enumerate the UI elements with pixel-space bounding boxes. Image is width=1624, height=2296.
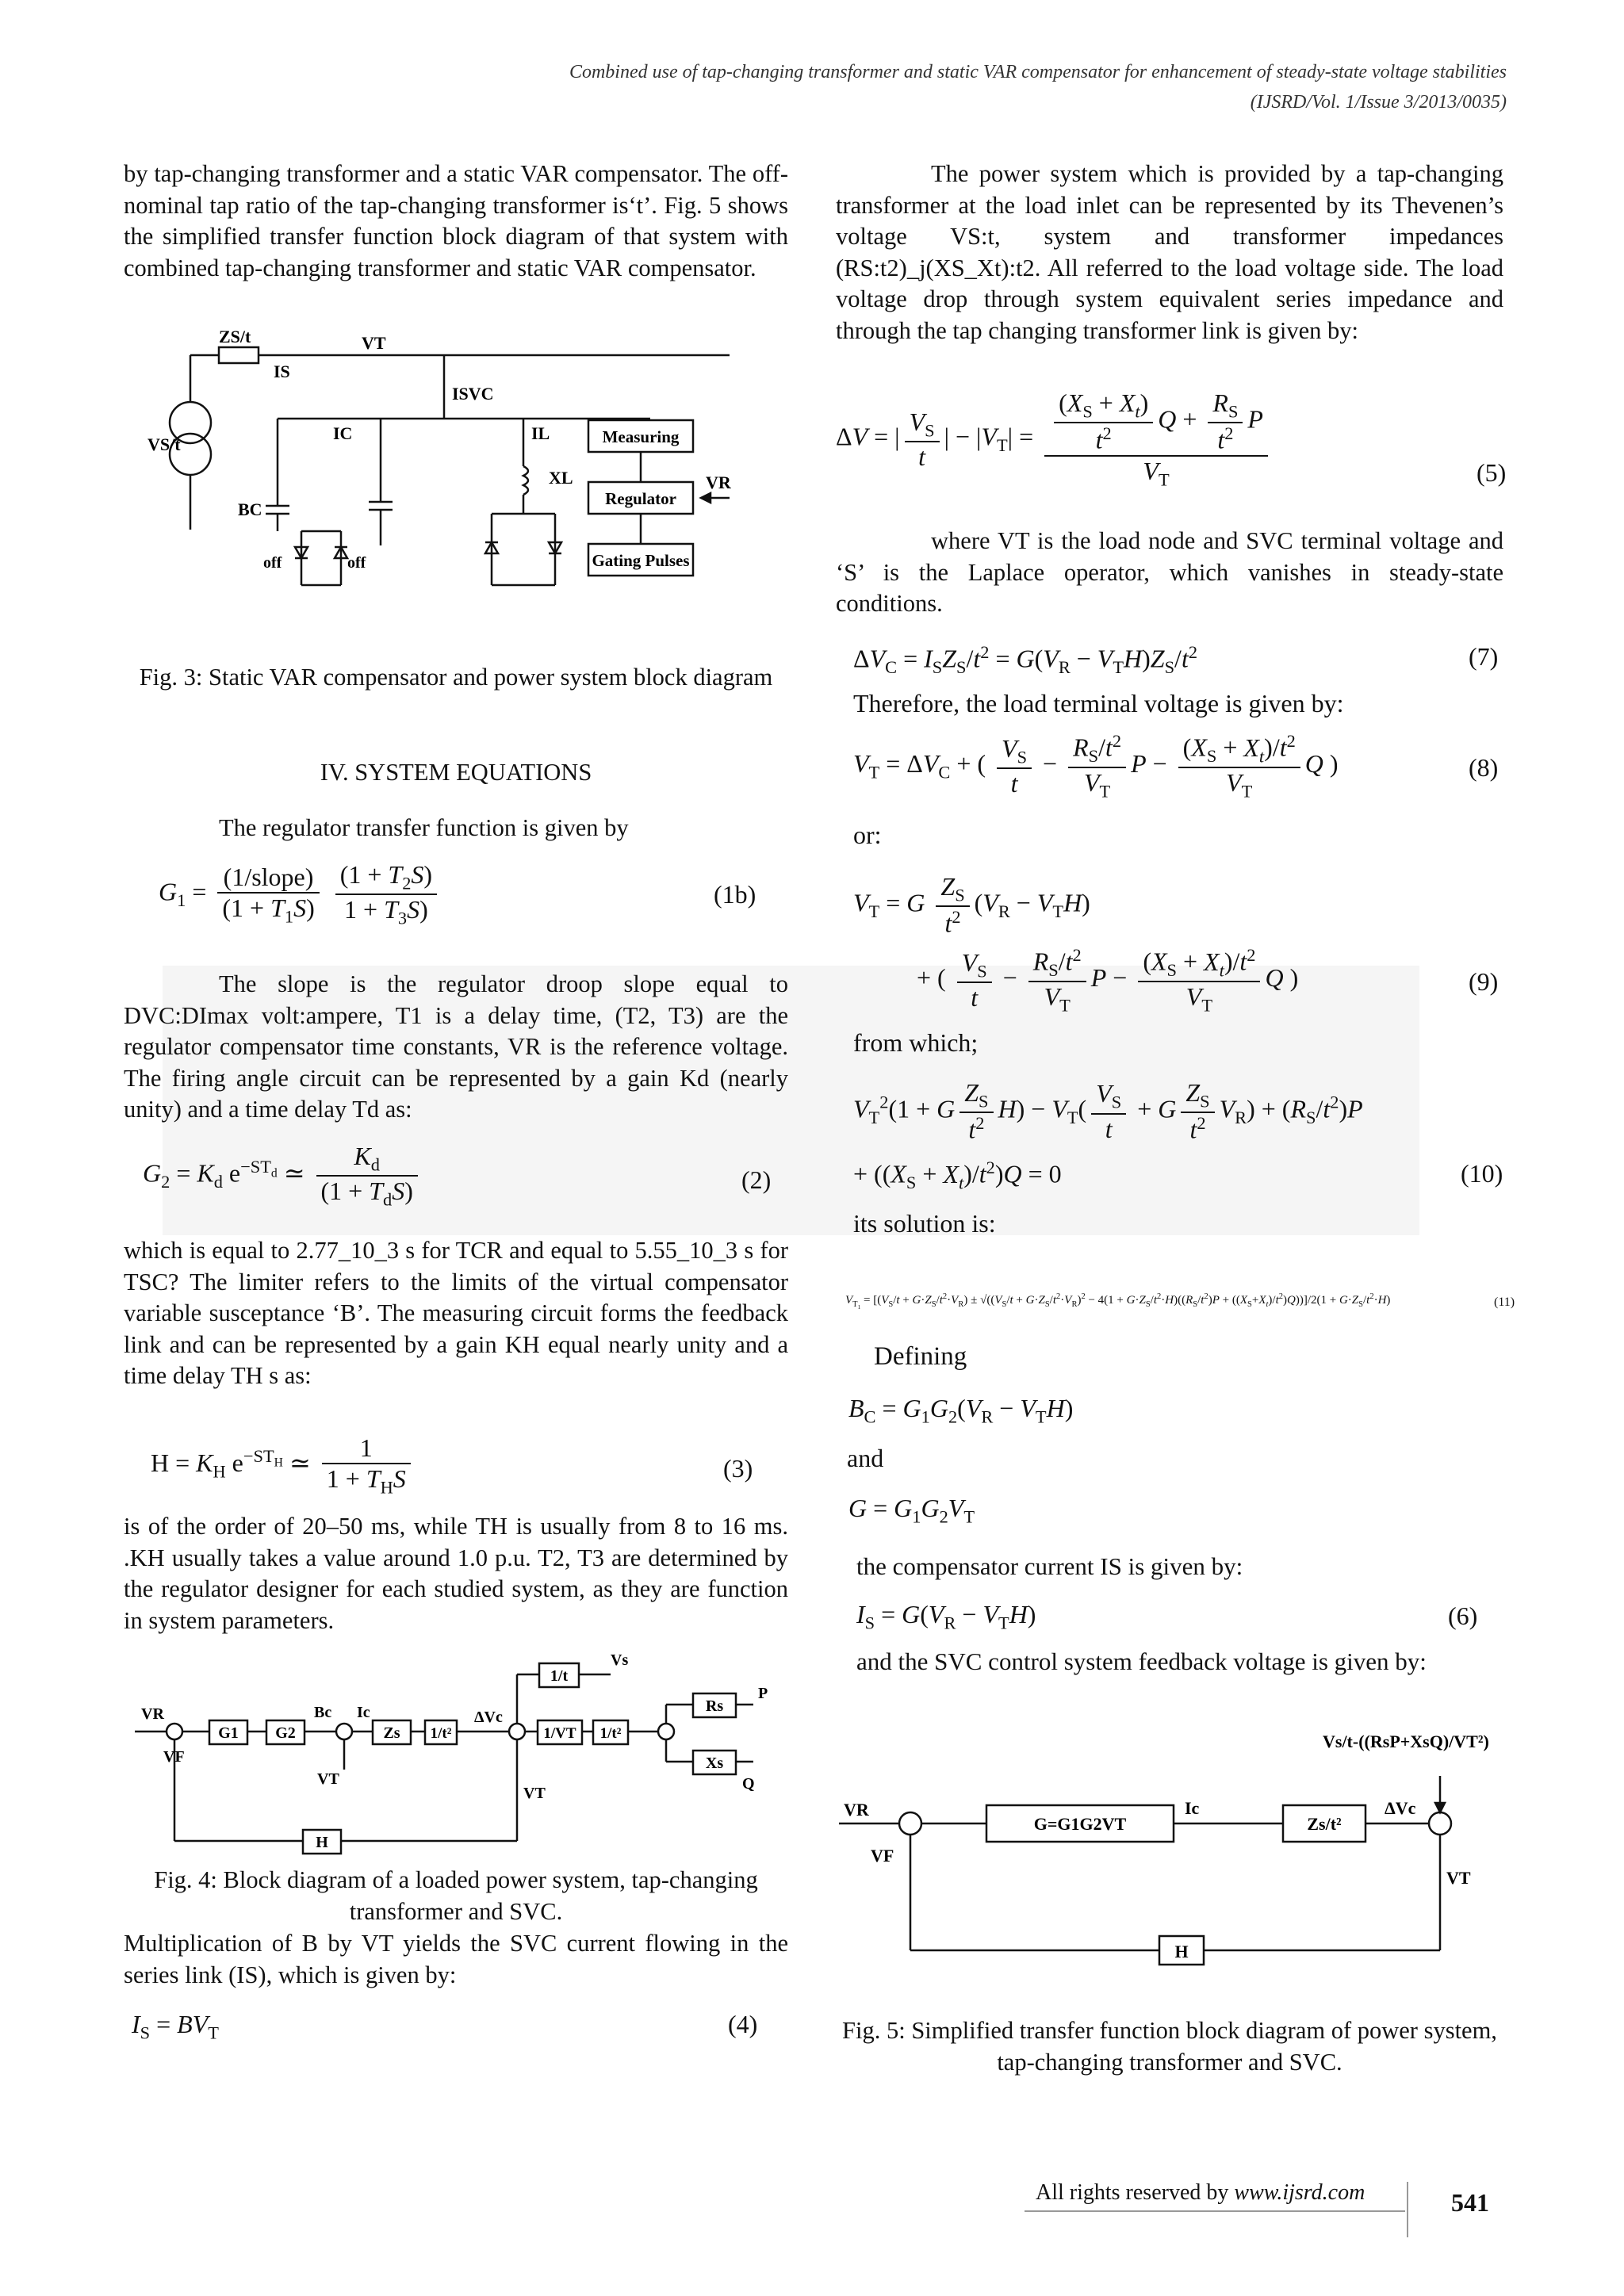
fig3-bc: BC — [238, 499, 262, 519]
equation-10b: + $((X_S + X_t)/t^2)Q = 0$ — [853, 1158, 1062, 1193]
equation-7: $\Delta V_C = I_SZ_S/t^2 = G(V_R - V_TH)Z_S/t^2$ — [853, 642, 1198, 678]
eq7-number: (7) — [1469, 642, 1499, 671]
fig4-xs: Xs — [705, 1755, 724, 1772]
fig4-q: Q — [742, 1775, 755, 1793]
equation-bc: $B_C = G_1G_2(V_R - V_TH)$ — [848, 1394, 1074, 1427]
left-para-6: Multiplication of B by VT yields the SVC current flowing in the series link (IS), which is given by: — [124, 1930, 788, 1988]
right-para-2: where VT is the load node and SVC terminal voltage and ‘S’ is the Laplace operator, which vanishes in steady-state conditions. — [836, 527, 1503, 617]
fig3-vr: VR — [706, 473, 731, 492]
solution-text: its solution is: — [853, 1209, 996, 1238]
left-para-3: The slope is the regulator droop slope equal to DVC:DImax volt:ampere, T1 is a delay time, (T2, T3) are the regulator compensator time constants, VR is the reference voltage. The firing angle circuit can be represented by a gain Kd (nearly unity) and a time delay Td as: — [124, 970, 788, 1123]
figure-3 — [143, 323, 745, 609]
fig4-g1: G1 — [218, 1724, 239, 1742]
fig5-caption: Fig. 5: Simplified transfer function block diagram of power system, tap-changing transformer and SVC. — [842, 2017, 1497, 2076]
fig4-rs: Rs — [705, 1697, 724, 1715]
eq4-number: (4) — [728, 2010, 758, 2038]
equation-2: $G_2 = K_d$ $e^{-ST_d}$ ≃ $\frac{K_d}{(1 + T_dS)}$ — [143, 1142, 423, 1211]
and-text: and — [847, 1444, 884, 1472]
compensator-text: the compensator current IS is given by: — [856, 1552, 1243, 1580]
fig4-h: H — [316, 1834, 328, 1851]
footer-rights-text: All rights reserved by — [1036, 2180, 1229, 2205]
section-title: IV. SYSTEM EQUATIONS — [320, 759, 592, 786]
fig5-zs: Zs/t² — [1307, 1814, 1342, 1834]
or-text: or: — [853, 821, 882, 849]
footer-site-link[interactable]: www.ijsrd.com — [1234, 2180, 1365, 2205]
svc-feedback-text: and the SVC control system feedback voltage is given by: — [856, 1647, 1427, 1675]
figure-4 — [135, 1643, 785, 1865]
left-para-5: is of the order of 20–50 ms, while TH is usually from 8 to 16 ms. .KH usually takes a value around 1.0 p.u. T2, T3 are determined by the regulator designer for each studied system, as they are function in system parameters. — [124, 1513, 788, 1634]
fig3-gating: Gating Pulses — [592, 551, 690, 570]
fig4-vf: VF — [163, 1748, 185, 1766]
fig5-vf: VF — [871, 1846, 894, 1866]
fig3-is: IS — [274, 362, 290, 381]
fig4-vr: VR — [141, 1705, 164, 1723]
equation-g: $G = G_1G_2V_T$ — [848, 1494, 975, 1527]
therefore-text: Therefore, the load terminal voltage is given by: — [853, 689, 1344, 718]
fig4-onet: 1/t — [550, 1667, 569, 1685]
eq1b-number: (1b) — [714, 880, 756, 909]
fig5-ic: Ic — [1185, 1798, 1200, 1818]
defining-text: Defining — [874, 1342, 967, 1371]
fig4-vt2: VT — [523, 1785, 546, 1802]
fig4-t2: 1/t² — [430, 1725, 452, 1742]
left-para-4: which is equal to 2.77_10_3 s for TCR and equal to 5.55_10_3 s for TSC? The limiter refers to the limits of the virtual compensator variable susceptance ‘B’. The measuring circuit forms the feedback link and can be represented by a gain KH equal nearly unity and a time delay TH s as: — [124, 1237, 788, 1389]
right-para-1: The power system which is provided by a tap-changing transformer at the load inlet can be represented by its Thevenen’s voltage VS:t, system and transformer impedances (RS:t2)_j(XS_Xt):t2. All referred to the load voltage side. The load voltage drop through system equivalent series impedance and through the tap changing transformer link is given by: — [836, 160, 1503, 344]
fig3-off1: off — [263, 554, 282, 572]
fig3-regulator: Regulator — [605, 489, 676, 508]
eq3-number: (3) — [723, 1454, 753, 1483]
equation-11: $V_{T_1} = [(V_S/t + G\cdot Z_S/t^2\cdot V_R) \pm √((V_S/t + G\cdot Z_S/t^2\cdot V_R)^2 - 4(1 + G\cdot Z_S/t^2\cdot H)((R_S/t^2)P + ((X_S+X_t)/t^2)Q))]/2(1 + G\cdot Z_S/t^2\cdot H)$ — [845, 1292, 1391, 1311]
equation-3: $H = K_H$ $e^{-ST_H}$ ≃ $\frac{1}{1 + T_HS}$ — [151, 1433, 416, 1498]
eq2-number: (2) — [741, 1165, 772, 1194]
fig3-zs: ZS/t — [219, 327, 251, 346]
fig3-xl: XL — [549, 468, 573, 488]
fig5-h: H — [1174, 1942, 1189, 1961]
eq10-number: (10) — [1461, 1159, 1503, 1188]
equation-6: $I_S = G(V_R - V_TH)$ — [856, 1600, 1036, 1633]
equation-1b: $G_1$ = $\frac{\text{(1/slope)}}{(1 + T_1S)}$ $\frac{(1 + T_2S)}{1 + T_3S)}$ — [159, 860, 442, 929]
fig3-vt: VT — [362, 333, 386, 353]
fig5-vr: VR — [844, 1800, 869, 1820]
fig5-vt: VT — [1446, 1868, 1471, 1888]
footer-divider — [1407, 2182, 1408, 2237]
equation-9a: $V_T = G$ $\frac{Z_S}{t^2}$ $(V_R - V_TH)$ — [853, 872, 1090, 939]
fig4-bc: Bc — [314, 1704, 332, 1721]
fig4-vt1: VT — [317, 1770, 339, 1788]
fig3-isvc: ISVC — [452, 384, 494, 404]
equation-8: $V_T = \Delta V_C$ + ( $\frac{V_S}{t}$ − $\frac{R_S/t^2}{V_T}$ P − $\frac{(X_S + X_t)/t^2}{V_T}$ Q ) — [853, 731, 1339, 802]
fig4-t2b: 1/t² — [599, 1725, 622, 1742]
from-which-text: from which; — [853, 1028, 979, 1057]
equation-9b: + ( $\frac{V_S}{t}$ − $\frac{R_S/t^2}{V_T}$ P − $\frac{(X_S + X_t)/t^2}{V_T}$ Q ) — [917, 945, 1299, 1016]
equation-4: $I_S = BV_T$ — [132, 2010, 219, 2043]
fig3-ic: IC — [333, 423, 353, 443]
footer-rule — [1025, 2210, 1405, 2212]
page-number: 541 — [1451, 2188, 1489, 2217]
eq5-number: (5) — [1477, 458, 1507, 487]
fig4-g2: G2 — [275, 1724, 296, 1742]
fig3-vs: VS/t — [147, 434, 181, 454]
fig5-dvc: ΔVc — [1385, 1798, 1416, 1818]
running-title: Combined use of tap-changing transformer and static VAR compensator for enhancement of steady-state voltage stabilities — [569, 62, 1507, 82]
journal-ref: (IJSRD/Vol. 1/Issue 3/2013/0035) — [1250, 92, 1507, 113]
left-para-2: The regulator transfer function is given by — [219, 814, 629, 841]
eq11-number: (11) — [1494, 1295, 1515, 1309]
fig4-zs: Zs — [383, 1724, 400, 1742]
fig4-onevt: 1/VT — [543, 1725, 576, 1742]
fig4-p: P — [758, 1685, 768, 1702]
fig4-dvc: ΔVc — [474, 1709, 503, 1726]
fig4-vs: Vs — [611, 1651, 629, 1669]
footer-rights — [1036, 2180, 1365, 2206]
equation-10a: $V_T^2(1 + G$ $\frac{Z_S}{t^2}$ $H) - V_T$( $\frac{V_S}{t}$ + G $\frac{Z_S}{t^2}$ $V_R) + (R_S/t^2)P$ — [853, 1078, 1363, 1145]
eq8-number: (8) — [1469, 753, 1499, 782]
fig4-caption: Fig. 4: Block diagram of a loaded power system, tap-changing transformer and SVC. — [154, 1866, 758, 1925]
fig3-measuring: Measuring — [602, 427, 680, 446]
left-para-1: by tap-changing transformer and a static VAR compensator. The off-nominal tap ratio of the tap-changing transformer is‘t’. Fig. 5 shows the simplified transfer function block diagram of that system with combined tap-changing transformer and static VAR compensator. — [124, 160, 788, 281]
fig3-off2: off — [347, 554, 366, 572]
fig5-g: G=G1G2VT — [1033, 1814, 1127, 1834]
equation-5: ΔV = | $\frac{V_S}{t}$ | − $|V_T|$ = $\frac{(X_S + X_t)}{t^2}$ Q + $\frac{R_S}{t^2}$ P $V_T$ — [836, 388, 1273, 490]
eq6-number: (6) — [1448, 1601, 1478, 1630]
fig4-ic: Ic — [357, 1704, 370, 1721]
fig3-il: IL — [531, 423, 550, 443]
fig5-top: Vs/t-((RsP+XsQ)/VT²) — [1323, 1732, 1489, 1751]
figure-5 — [839, 1728, 1521, 1966]
fig3-caption: Fig. 3: Static VAR compensator and power system block diagram — [139, 664, 773, 691]
eq9-number: (9) — [1469, 967, 1499, 996]
